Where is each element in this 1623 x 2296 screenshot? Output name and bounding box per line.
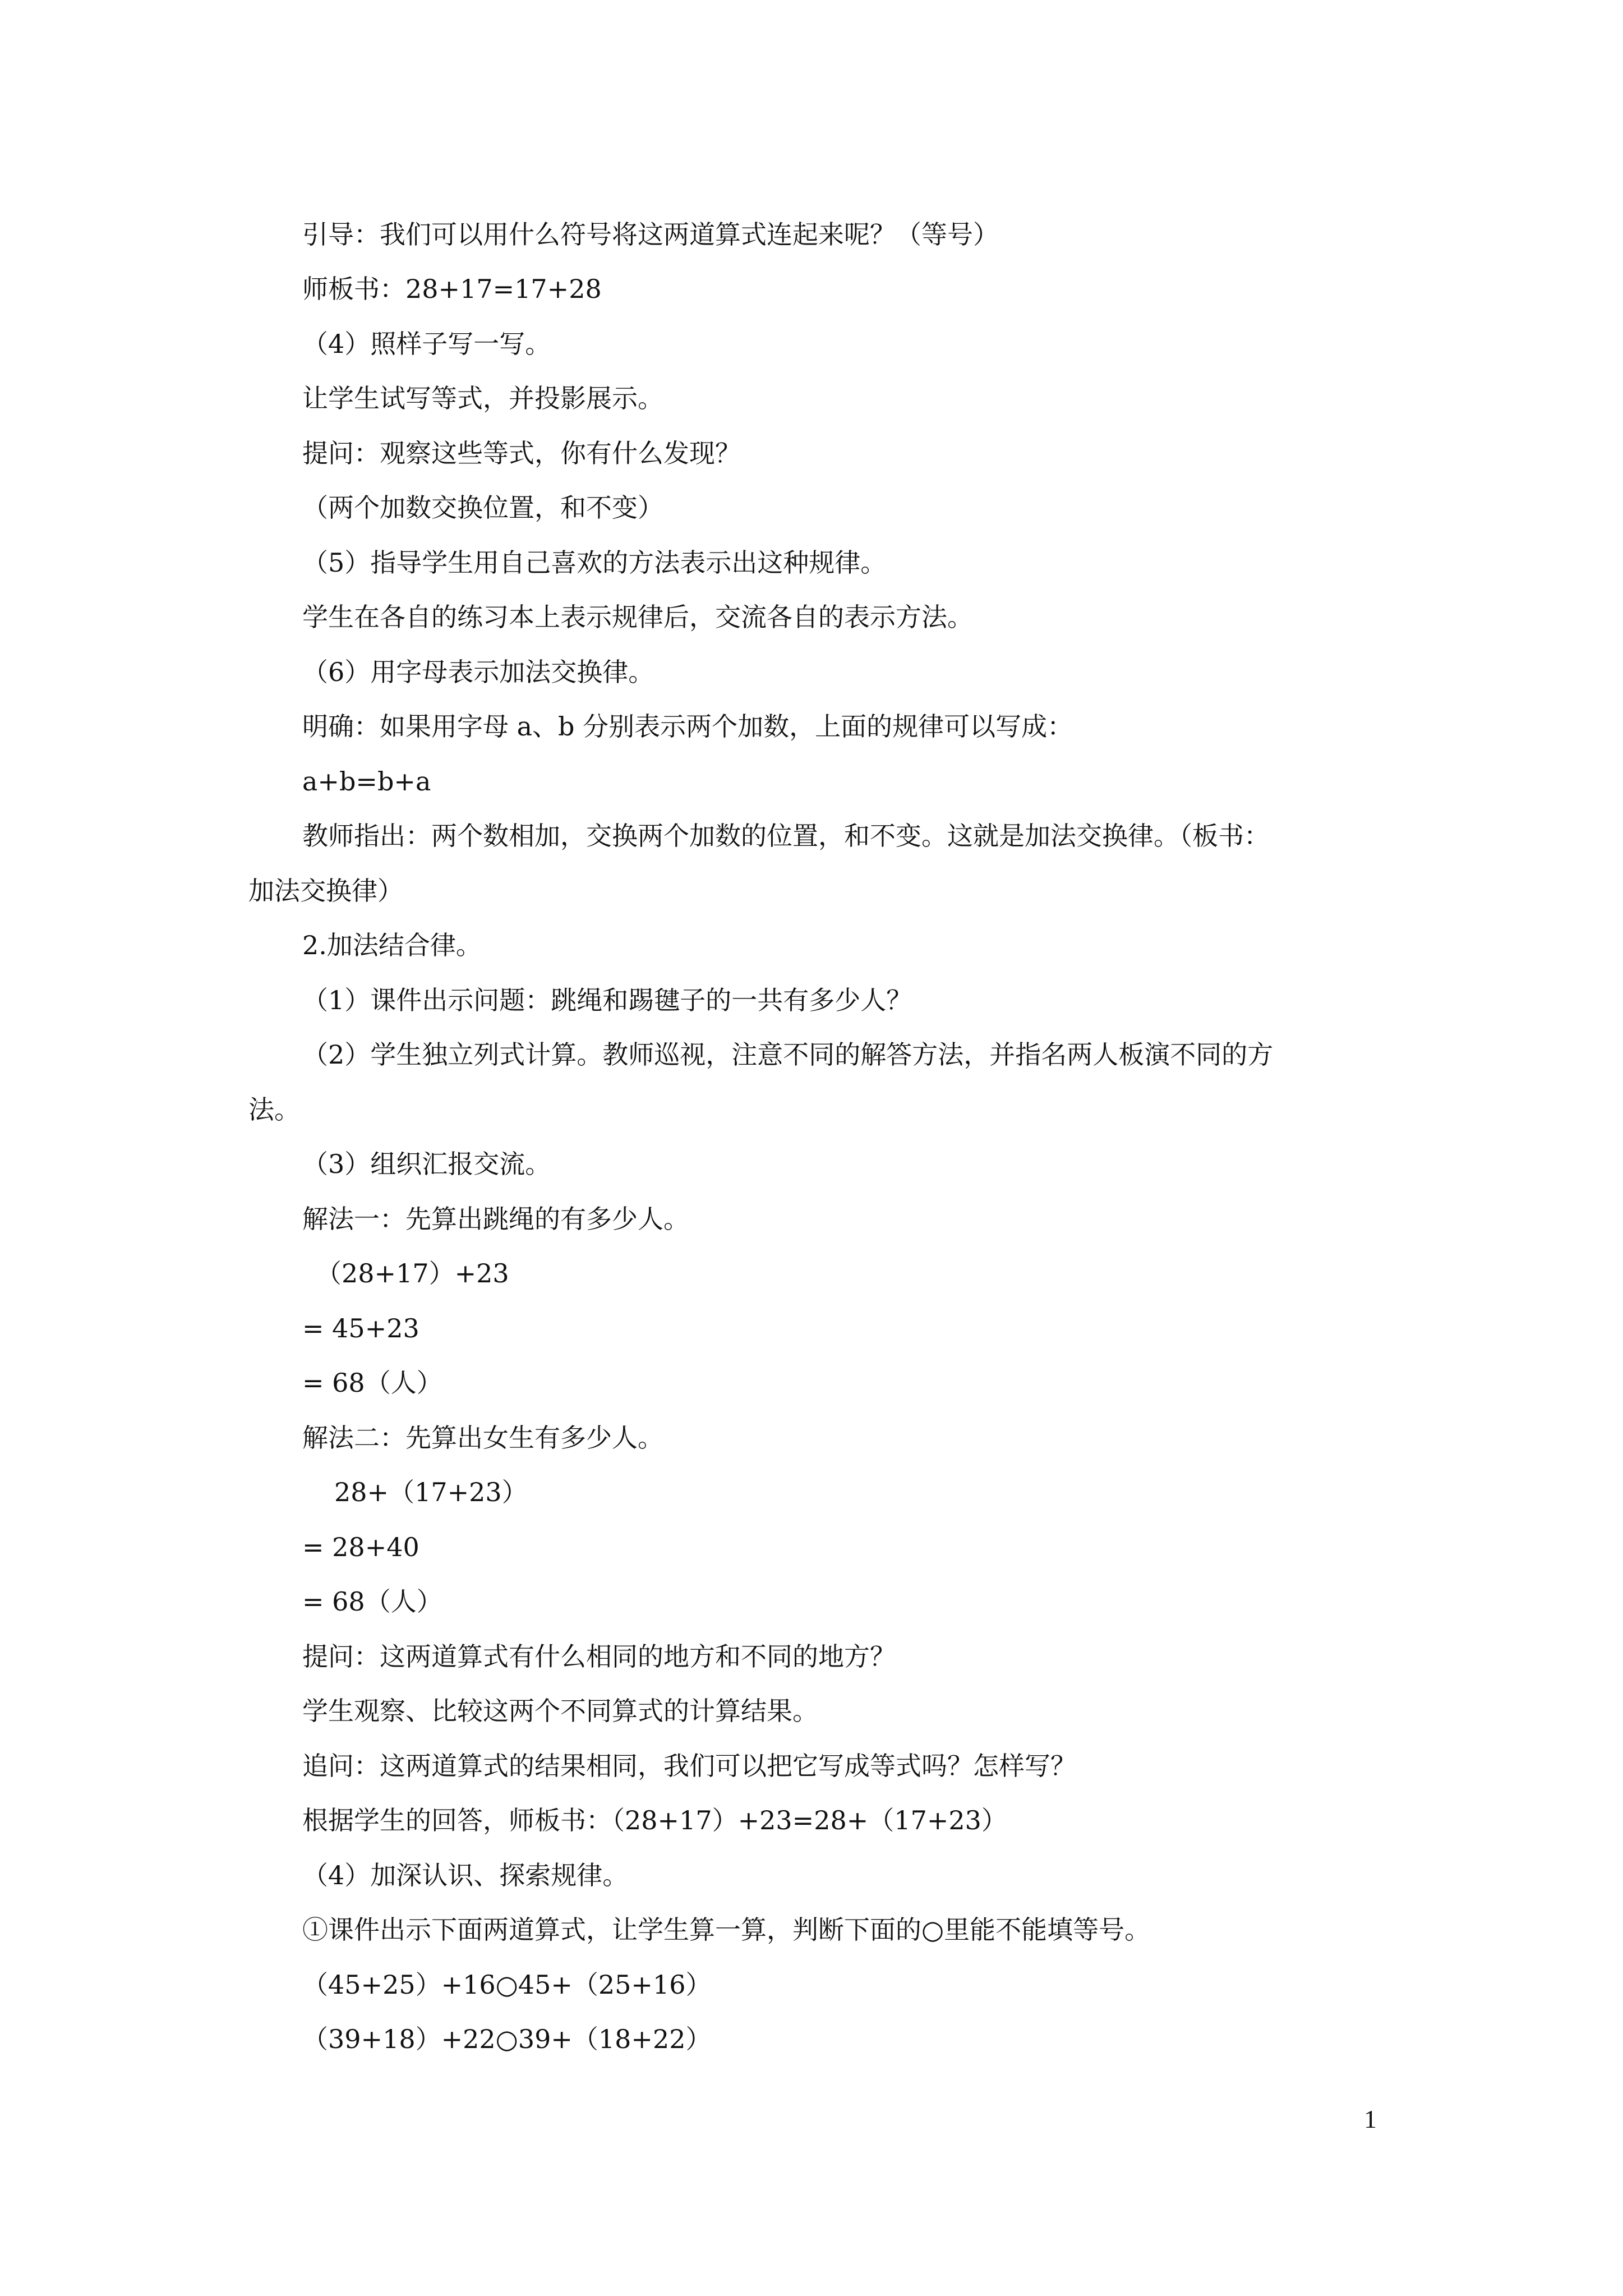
text-line-board-associative: 根据学生的回答，师板书：（28+17）+23=28+（17+23） <box>302 1805 1007 1835</box>
text-line-discovery-answer: （两个加数交换位置，和不变） <box>302 493 663 523</box>
text-line-solution-1: 解法一：先算出跳绳的有多少人。 <box>302 1204 689 1234</box>
text-line-commutative-law-label: 加法交换律） <box>248 876 403 906</box>
text-line-students-exchange: 学生在各自的练习本上表示规律后，交流各自的表示方法。 <box>302 602 973 632</box>
text-line-courseware-exercise: ①课件出示下面两道算式，让学生算一算，判断下面的○里能不能填等号。 <box>302 1915 1151 1945</box>
text-line-section-associative: 2.加法结合律。 <box>302 930 482 960</box>
text-line-solution-1-expression: （28+17）+23 <box>316 1258 509 1289</box>
text-line-observe-question: 提问：观察这些等式，你有什么发现？ <box>302 438 741 468</box>
text-line-follow-up-question: 追问：这两道算式的结果相同，我们可以把它写成等式吗？怎样写？ <box>302 1751 1076 1781</box>
text-line-step-2-independent: （2）学生独立列式计算。教师巡视，注意不同的解答方法，并指名两人板演不同的方 <box>302 1039 1274 1070</box>
text-line-try-writing: 让学生试写等式，并投影展示。 <box>302 383 663 413</box>
text-line-board-equation: 师板书：28+17=17+28 <box>302 274 602 304</box>
text-line-solution-2-step: = 28+40 <box>302 1532 419 1562</box>
text-line-students-compare: 学生观察、比较这两个不同算式的计算结果。 <box>302 1696 818 1726</box>
text-line-exercise-2: （39+18）+22○39+（18+22） <box>302 2024 712 2054</box>
text-line-solution-2: 解法二：先算出女生有多少人。 <box>302 1423 663 1453</box>
text-line-step-5: （5）指导学生用自己喜欢的方法表示出这种规律。 <box>302 547 887 578</box>
text-line-step-4-explore: （4）加深认识、探索规律。 <box>302 1860 629 1890</box>
text-line-step-1-problem: （1）课件出示问题：跳绳和踢毽子的一共有多少人？ <box>302 985 912 1015</box>
text-line-solution-1-step: = 45+23 <box>302 1313 419 1343</box>
text-line-teacher-points-out: 教师指出：两个数相加，交换两个加数的位置，和不变。这就是加法交换律。（板书： <box>302 821 1270 851</box>
text-line-step-4: （4）照样子写一写。 <box>302 329 551 359</box>
page-number: 1 <box>1364 2105 1377 2133</box>
text-line-step-6: （6）用字母表示加法交换律。 <box>302 657 654 687</box>
text-line-solution-1-result: = 68（人） <box>302 1368 442 1398</box>
text-line-solution-2-result: = 68（人） <box>302 1586 442 1617</box>
text-line-solution-2-expression: 28+（17+23） <box>334 1477 528 1507</box>
text-line-method-end: 法。 <box>248 1094 300 1125</box>
text-line-compare-question: 提问：这两道算式有什么相同的地方和不同的地方？ <box>302 1641 896 1672</box>
text-line-letters-explanation: 明确：如果用字母 a、b 分别表示两个加数，上面的规律可以写成： <box>302 711 1073 742</box>
text-line-commutative-formula: a+b=b+a <box>302 766 431 797</box>
text-line-exercise-1: （45+25）+16○45+（25+16） <box>302 1970 712 2000</box>
text-line-step-3-report: （3）组织汇报交流。 <box>302 1149 551 1179</box>
text-line-guide-question: 引导：我们可以用什么符号将这两道算式连起来呢？（等号） <box>302 219 999 250</box>
